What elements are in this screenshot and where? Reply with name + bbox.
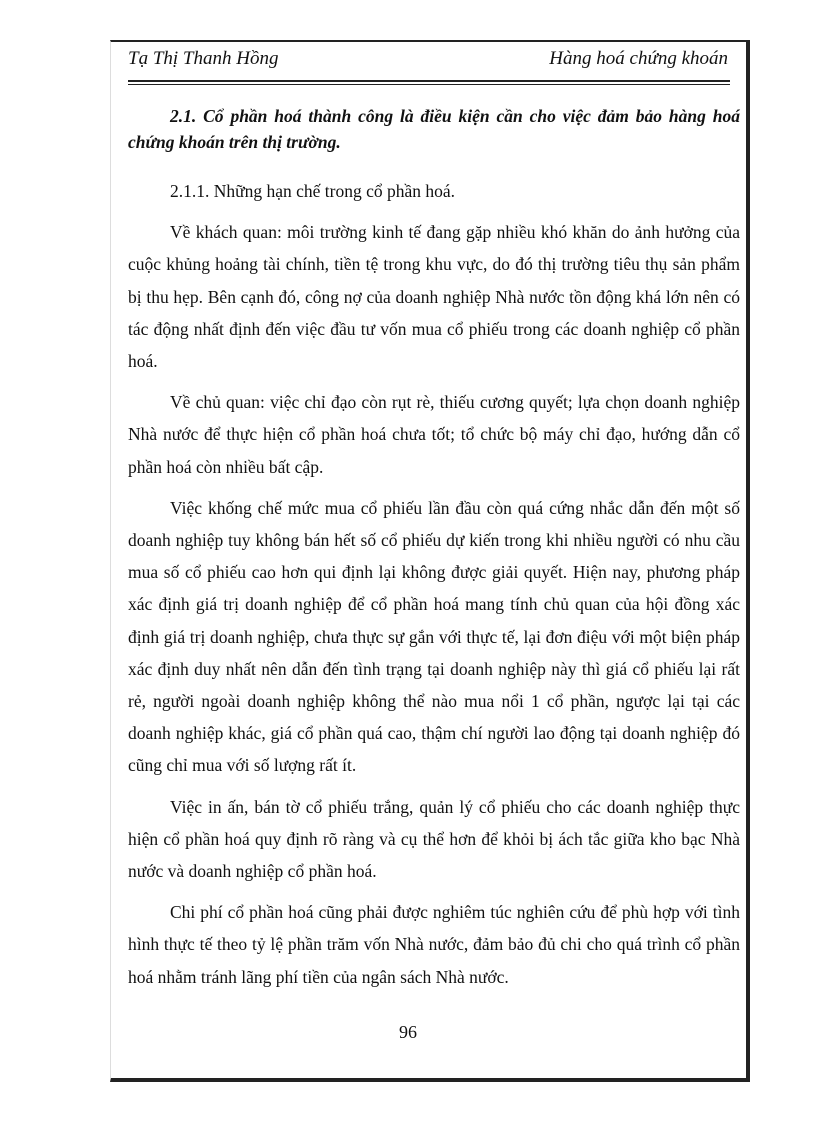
section-heading: 2.1. Cổ phần hoá thành công là điều kiện cần cho việc đảm bảo hàng hoá chứng khoán trên thị trường. (128, 106, 740, 152)
paragraph-share-limits: Việc khống chế mức mua cổ phiếu lần đầu còn quá cứng nhắc dẫn đến một số doanh nghiệp tuy không bán hết số cổ phiếu dự kiến trong khi nhiều người có nhu cầu mua số cổ phiếu cao hơn qui định lại không được giải quyết. Hiện nay, phương pháp xác định giá trị doanh nghiệp để cổ phần hoá mang tính chủ quan của hội đồng xác định giá trị doanh nghiệp, chưa thực sự gắn với thực tế, lại đơn điệu với một biện pháp xác định duy nhất nên dẫn đến tình trạng tại doanh nghiệp này thì giá cổ phiếu lại rất rẻ, người ngoài doanh nghiệp không thể nào mua nổi 1 cổ phần, ngược lại tại các doanh nghiệp khác, giá cổ phần quá cao, thậm chí người lao động tại doanh nghiệp đó cũng chỉ mua với số lượng rất ít. (128, 497, 740, 776)
paragraph-subjective: Về chủ quan: việc chỉ đạo còn rụt rè, thiếu cương quyết; lựa chọn doanh nghiệp Nhà nước để thực hiện cổ phần hoá chưa tốt; tổ chức bộ máy chỉ đạo, hướng dẫn cổ phần hoá còn nhiều bất cập. (128, 392, 740, 477)
body-text (128, 175, 740, 1002)
header-rule (128, 80, 730, 82)
paragraph-printing: Việc in ấn, bán tờ cổ phiếu trắng, quản lý cổ phiếu cho các doanh nghiệp thực hiện cổ phần hoá quy định rõ ràng và cụ thể hơn để khỏi bị ách tắc giữa kho bạc Nhà nước và doanh nghiệp cổ phần hoá. (128, 796, 740, 882)
subsection-heading: 2.1.1. Những hạn chế trong cổ phần hoá. (170, 181, 456, 201)
running-header (128, 48, 728, 70)
paragraph-costs: Chi phí cổ phần hoá cũng phải được nghiêm túc nghiên cứu để phù hợp với tình hình thực tế theo tỷ lệ phần trăm vốn Nhà nước, đảm bảo đủ chi cho quá trình cổ phần hoá nhằm tránh lãng phí tiền của ngân sách Nhà nước. (128, 902, 740, 987)
paragraph-objective: Về khách quan: môi trường kinh tế đang gặp nhiều khó khăn do ảnh hưởng của cuộc khủng hoảng tài chính, tiền tệ trong khu vực, do đó thị trường tiêu thụ sản phẩm bị thu hẹp. Bên cạnh đó, công nợ của doanh nghiệp Nhà nước tồn động khá lớn nên có tác động nhất định đến việc đầu tư vốn mua cổ phiếu trong các doanh nghiệp cổ phần hoá. (128, 222, 740, 372)
page-number: 96 (399, 1022, 417, 1042)
header-title: Hàng hoá chứng khoán (549, 48, 728, 69)
header-author: Tạ Thị Thanh Hồng (128, 48, 279, 69)
header-rule-thin (128, 84, 730, 85)
